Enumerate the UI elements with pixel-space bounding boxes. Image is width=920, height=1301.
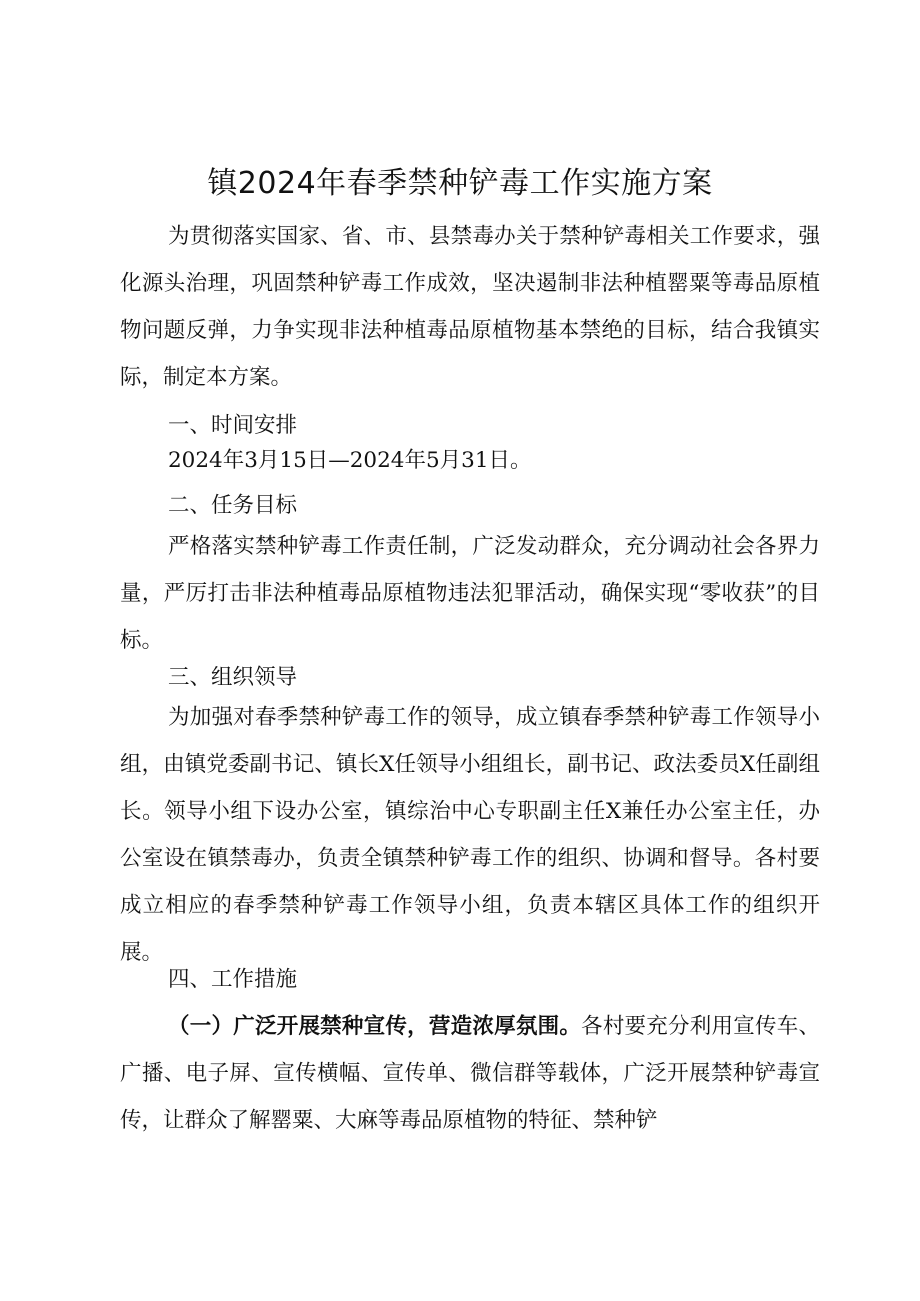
measures-paragraph-1 <box>120 1003 820 1144</box>
document-title: 镇2024年春季禁种铲毒工作实施方案 <box>207 166 713 201</box>
section-heading-schedule: 一、时间安排 <box>168 413 298 438</box>
measures-lead-text: （一）广泛开展禁种宣传，营造浓厚氛围。 <box>168 1014 582 1039</box>
goals-paragraph: 严格落实禁种铲毒工作责任制，广泛发动群众，充分调动社会各界力量，严厉打击非法种植毒品原植物违法犯罪活动，确保实现“零收获”的目标。 <box>120 534 820 653</box>
leadership-paragraph: 为加强对春季禁种铲毒工作的领导，成立镇春季禁种铲毒工作领导小组，由镇党委副书记、镇长X任领导小组组长，副书记、政法委员X任副组长。领导小组下设办公室，镇综治中心专职副主任X兼任办公室主任，办公室设在镇禁毒办，负责全镇禁种铲毒工作的组织、协调和督导。各村要成立相应的春季禁种铲毒工作领导小组，负责本辖区具体工作的组织开展。 <box>120 705 820 965</box>
intro-paragraph: 为贯彻落实国家、省、市、县禁毒办关于禁种铲毒相关工作要求，强化源头治理，巩固禁种铲毒工作成效，坚决遏制非法种植罂粟等毒品原植物问题反弹，力争实现非法种植毒品原植物基本禁绝的目标，结合我镇实际，制定本方案。 <box>120 224 820 390</box>
measures-body-text: 各村要充分利用宣传车、广播、电子屏、宣传横幅、宣传单、微信群等载体，广泛开展禁种铲毒宣传，让群众了解罂粟、大麻等毒品原植物的特征、禁种铲 <box>120 1014 820 1133</box>
section-heading-goals: 二、任务目标 <box>168 493 298 518</box>
section-heading-leadership: 三、组织领导 <box>168 665 298 690</box>
schedule-paragraph: 2024年3月15日—2024年5月31日。 <box>168 448 532 473</box>
section-heading-measures: 四、工作措施 <box>168 967 298 992</box>
